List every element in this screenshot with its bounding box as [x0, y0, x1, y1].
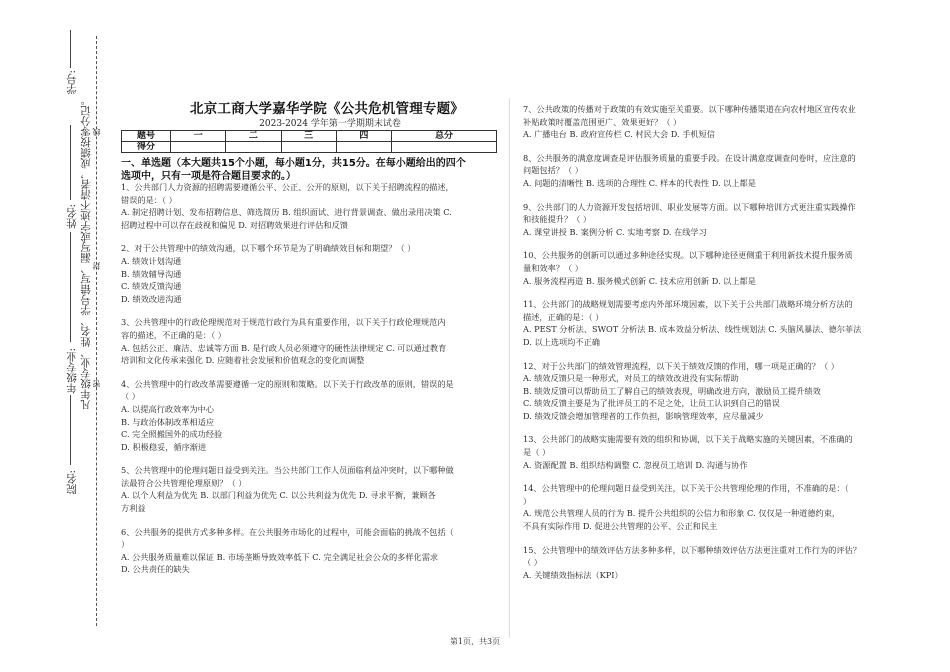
question-line: 招聘过程中可以存在歧视和偏见 D. 对招聘效果进行评估和反馈 [121, 219, 348, 230]
name-blank [70, 125, 71, 200]
school-label: 院名: [66, 470, 78, 495]
score-cell[interactable] [392, 142, 497, 153]
section-heading [121, 157, 501, 183]
question-line: A. 以个人利益为优先 B. 以部门利益为优先 C. 以公共利益为优先 D. 寻求平衡，兼顾各 [121, 490, 436, 501]
question-line: A. 课堂讲授 B. 案例分析 C. 实地考察 D. 在线学习 [523, 226, 707, 237]
question-8 [523, 152, 868, 190]
score-cell[interactable] [171, 142, 226, 153]
seal-mark-mi: 密 [92, 380, 101, 388]
question-line: 方利益 [121, 503, 146, 514]
question-line: A. 关键绩效指标法（KPI） [523, 569, 623, 580]
major-label: 年级专业: [66, 348, 78, 394]
question-7 [523, 103, 868, 141]
question-line: D. 以上选项均不正确 [523, 336, 600, 347]
question-line: 4、公共管理中的行政改革需要遵循一定的原则和策略。以下关于行政改革的原则，错误的是 [121, 378, 454, 389]
question-line: 13、公共部门的战略实施需要有效的组织和协调，以下关于战略实施的关键因素，不准确的 [523, 434, 853, 445]
question-2 [121, 242, 499, 305]
question-line: A. 包括公正、廉洁、忠诚等方面 B. 是行政人员必须遵守的硬性法律规定 C. 可以通过教育 [121, 342, 447, 353]
right-question-column [523, 103, 868, 581]
question-13 [523, 433, 868, 471]
question-line: 是（ ） [523, 447, 551, 458]
question-line: A. 绩效计划沟通 [121, 255, 182, 266]
question-line: 1、公共部门人力资源的招聘需要遵循公平、公正、公开的原则，以下关于招聘流程的描述， [121, 182, 454, 192]
section-heading-line: 一、单选题（本大题共15个小题，每小题1分，共15分。在每小题给出的四个 [121, 158, 466, 169]
question-line: 2、对于公共管理中的绩效沟通，以下哪个环节是为了明确绩效目标和期望？（ ） [121, 243, 416, 254]
question-line: 10、公共服务的创新可以通过多种途径实现。以下哪种途径更侧重于利用新技术提升服务质 [523, 250, 853, 261]
question-5 [121, 464, 499, 514]
binding-margin [0, 0, 112, 640]
question-line: 6、公共服务的提供方式多种多样。在公共服务市场化的过程中，可能会面临的挑战不包括（ [121, 526, 454, 537]
question-line: A. 问题的清晰性 B. 选项的合理性 C. 样本的代表性 D. 以上都是 [523, 177, 756, 188]
question-line: A. 以提高行政效率为中心 [121, 403, 214, 414]
score-cell[interactable] [281, 142, 336, 153]
question-14 [523, 482, 868, 532]
seal-mark-xian: 线 [92, 128, 101, 136]
question-line: A. 公共服务质量难以保证 B. 市场垄断导致效率低下 C. 完全满足社会公众的多样化需求 [121, 551, 439, 562]
exam-title: 北京工商大学嘉华学院《公共危机管理专题》 [190, 101, 464, 117]
question-15 [523, 544, 868, 582]
question-3 [121, 316, 499, 366]
question-line: B. 绩效反馈可以帮助员工了解自己的绩效表现，明确改进方向，激励员工提升绩效 [523, 385, 821, 396]
score-cell[interactable] [336, 142, 391, 153]
question-line: 5、公共管理中的伦理问题日益受到关注。当公共部门工作人员面临利益冲突时，以下哪种做 [121, 465, 454, 476]
question-line: ） [121, 539, 130, 550]
question-line: D. 公共责任的缺失 [121, 564, 190, 575]
question-line: D. 积极稳妥，循序渐进 [121, 441, 207, 452]
seal-dashed-line [96, 36, 97, 626]
question-line: 培训和文化传承来强化 D. 应随着社会发展和价值观念的变化而调整 [121, 355, 365, 366]
instruction-line: 凡年级专业、姓名、学号错写、漏写或字迹不清者，成绩按零分记。 [80, 95, 92, 410]
question-11 [523, 298, 868, 348]
question-line: 描述，正确的是：（ ） [523, 311, 604, 322]
question-line: 错误的是：（ ） [121, 194, 177, 205]
question-line: 14、公共管理中的伦理问题日益受到关注，以下关于公共管理伦理的作用，不准确的是：（ [523, 483, 849, 494]
question-line: 7、公共政策的传播对于政策的有效实施至关重要。以下哪种传播渠道在向农村地区宣传农业 [523, 104, 856, 114]
question-line: B. 与政治体制改革相适应 [121, 416, 215, 427]
question-6 [121, 526, 499, 576]
question-line: C. 绩效反馈沟通 [121, 281, 182, 292]
question-line: 补贴政策时覆盖范围更广、效果更好？（ ） [523, 116, 682, 127]
question-line: B. 绩效辅导沟通 [121, 268, 182, 279]
question-line: 容的描述，不正确的是：（ ） [121, 329, 226, 340]
section-heading-line: 选项中，只有一项是符合题目要求的。） [121, 171, 296, 182]
question-line: A. 制定招聘计划、发布招聘信息、筛选简历 B. 组织面试、进行背景调查、做出录用决策 C. [121, 207, 452, 218]
exam-subtitle: 2023-2024 学年第一学期期末试卷 [259, 119, 401, 129]
question-line: A. 资源配置 B. 组织结构调整 C. 忽视员工培训 D. 沟通与协作 [523, 459, 748, 470]
score-header-cell: 四 [336, 131, 391, 142]
score-table-score-row [122, 142, 497, 153]
score-table-header-row [122, 131, 497, 142]
question-line: C. 绩效反馈主要是为了批评员工的不足之处，让员工认识到自己的错误 [523, 398, 780, 409]
question-line: 12、对于公共部门的绩效管理流程，以下关于绩效反馈的作用，哪一项是正确的？（ ） [523, 360, 839, 371]
score-row-label: 得分 [122, 142, 171, 153]
score-header-cell: 总分 [392, 131, 497, 142]
question-line: 3、公共管理中的行政伦理规范对于规范行政行为具有重要作用，以下关于行政伦理规范内 [121, 317, 446, 328]
score-table [121, 130, 497, 153]
name-label: 姓名: [66, 204, 78, 229]
question-line: A. 绩效反馈只是一种形式，对员工的绩效改进没有实际帮助 [523, 373, 739, 384]
student-id-blank [70, 30, 71, 68]
question-line: D. 绩效改进沟通 [121, 293, 182, 304]
question-line: 问题包括？（ ） [523, 165, 583, 176]
score-header-cell: 三 [281, 131, 336, 142]
question-line: C. 完全照搬国外的成功经验 [121, 429, 223, 440]
question-line: D. 绩效反馈会增加管理者的工作负担，影响管理效率，应尽量减少 [523, 410, 764, 421]
left-question-column [121, 181, 499, 576]
question-line: 法最符合公共管理伦理原则？（ ） [121, 477, 247, 488]
question-line: 8、公共服务的满意度调查是评估服务质量的重要手段。在设计满意度调查问卷时，应注意的 [523, 152, 856, 163]
score-cell[interactable] [226, 142, 281, 153]
question-line: 和技能提升？（ ） [523, 214, 592, 225]
score-header-cell: 一 [171, 131, 226, 142]
question-line: A. PEST 分析法、SWOT 分析法 B. 成本效益分析法、线性规划法 C. 头脑风暴法、德尔菲法 [523, 324, 862, 335]
question-line: 不具有实际作用 D. 促进公共管理的公平、公正和民主 [523, 521, 718, 532]
question-4 [121, 378, 499, 454]
question-line: 量和效率？（ ） [523, 262, 583, 273]
question-line: A. 服务流程再造 B. 服务模式创新 C. 技术应用创新 D. 以上都是 [523, 275, 756, 286]
score-header-cell: 二 [226, 131, 281, 142]
question-line: 15、公共管理中的绩效评估方法多种多样，以下哪种绩效评估方法更注重对工作行为的评估？ [523, 544, 861, 555]
major-blank [70, 232, 71, 342]
question-12 [523, 360, 868, 423]
question-9 [523, 201, 868, 239]
question-line: 9、公共部门的人力资源开发包括培训、职业发展等方面。以下哪种培训方式更注重实践操作 [523, 201, 856, 212]
question-line: A. 规范公共管理人员的行为 B. 提升公共组织的公信力和形象 C. 仅仅是一种道德约束， [523, 508, 841, 519]
question-line: ） [523, 495, 532, 506]
question-line: （ ） [523, 557, 542, 568]
seal-mark-feng: 封 [92, 262, 101, 270]
score-header-cell: 题号 [122, 131, 171, 142]
question-1 [121, 181, 499, 231]
question-10 [523, 249, 868, 287]
column-divider [509, 98, 510, 638]
question-line: （ ） [121, 391, 140, 402]
student-id-label: 学号: [66, 70, 78, 95]
school-blank [70, 395, 71, 465]
question-line: A. 广播电台 B. 政府宣传栏 C. 村民大会 D. 手机短信 [523, 129, 715, 140]
page-footer: 第1页，共3页 [449, 637, 501, 646]
question-line: 11、公共部门的战略规划需要考虑内外部环境因素，以下关于公共部门战略环境分析方法的 [523, 299, 853, 310]
